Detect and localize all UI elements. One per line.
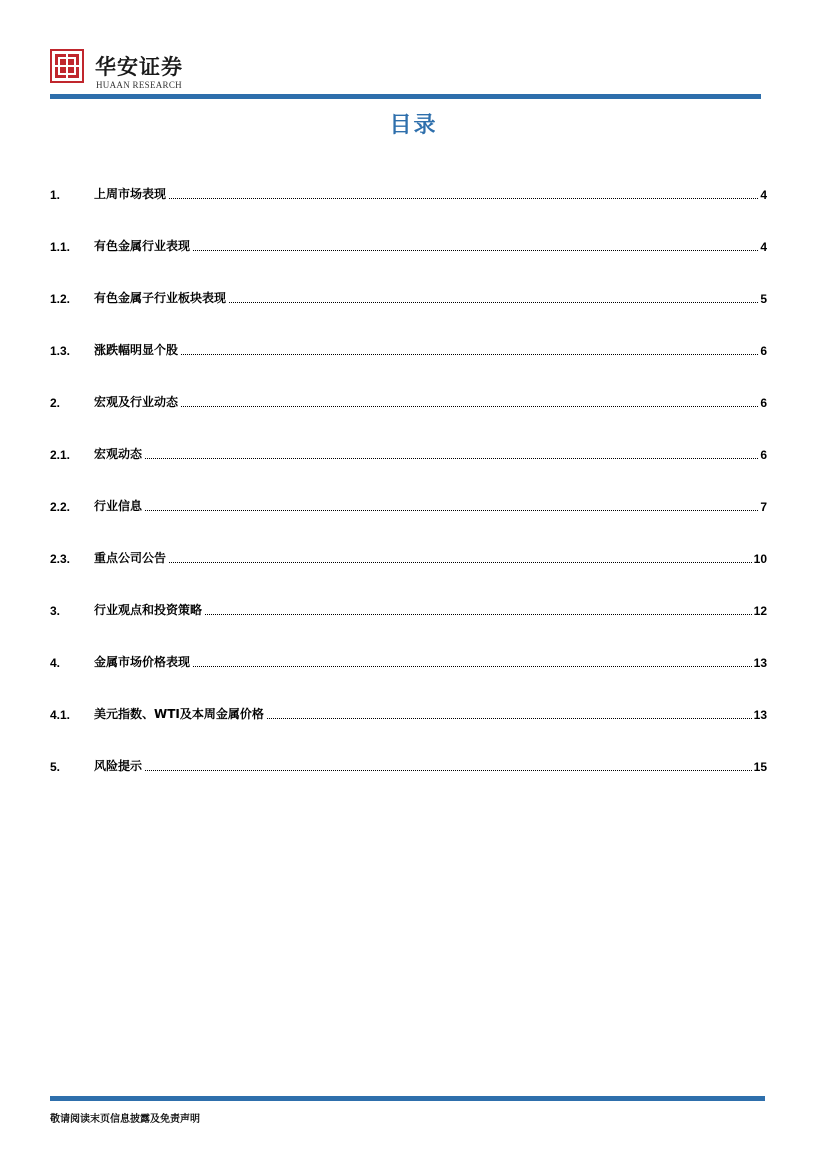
toc-dot-leader	[193, 249, 758, 251]
huaan-logo-icon	[50, 49, 84, 83]
toc-entry[interactable]	[50, 340, 767, 358]
brand-name-en: HUAAN RESEARCH	[96, 80, 182, 90]
toc-entry[interactable]	[50, 236, 767, 254]
toc-dot-leader	[169, 561, 752, 563]
toc-entry-number: 2.1.	[50, 448, 71, 462]
toc-entry[interactable]	[50, 652, 767, 670]
toc-title: 目录	[389, 113, 438, 138]
brand-name-cn: 华安证券	[95, 54, 183, 79]
toc-entry-number: 2.2.	[50, 500, 71, 514]
toc-entry-page: 13	[753, 708, 767, 722]
toc-entry-label: 宏观及行业动态	[94, 395, 179, 409]
toc-entry[interactable]	[50, 496, 767, 514]
toc-entry-page: 13	[753, 656, 767, 670]
footer-disclaimer: 敬请阅读末页信息披露及免责声明	[50, 1114, 200, 1125]
footer-divider	[50, 1096, 765, 1101]
toc-entry-label: 行业观点和投资策略	[94, 603, 203, 617]
toc-entry-page: 15	[753, 760, 767, 774]
toc-entry-number: 4.	[50, 656, 61, 670]
toc-entry[interactable]	[50, 392, 767, 410]
toc-dot-leader	[193, 665, 752, 667]
toc-entry-page: 4	[760, 240, 767, 254]
toc-entry-label: 上周市场表现	[94, 187, 167, 201]
toc-entry-page: 6	[760, 396, 767, 410]
toc-entry-label: 风险提示	[94, 759, 143, 773]
toc-entry-number: 5.	[50, 760, 61, 774]
toc-entry-label: 有色金属子行业板块表现	[94, 291, 227, 305]
toc-entry-page: 6	[760, 448, 767, 462]
toc-entry-number: 4.1.	[50, 708, 71, 722]
toc-entry[interactable]	[50, 756, 767, 774]
toc-entry-number: 2.	[50, 396, 61, 410]
toc-dot-leader	[169, 197, 758, 199]
toc-dot-leader	[181, 353, 758, 355]
toc-entry-label: 有色金属行业表现	[94, 239, 191, 253]
toc-entry-number: 1.3.	[50, 344, 71, 358]
toc-entry[interactable]	[50, 444, 767, 462]
toc-entry[interactable]	[50, 548, 767, 566]
header-divider	[50, 94, 761, 99]
toc-entry-label: 金属市场价格表现	[94, 655, 191, 669]
toc-entry-label: 涨跌幅明显个股	[94, 343, 179, 357]
toc-entry-page: 6	[760, 344, 767, 358]
toc-dot-leader	[267, 717, 752, 719]
toc-entry-number: 3.	[50, 604, 61, 618]
toc-entry-number: 1.	[50, 188, 61, 202]
toc-entry-page: 12	[753, 604, 767, 618]
toc-entry-label: 行业信息	[94, 499, 143, 513]
toc-entry[interactable]	[50, 600, 767, 618]
toc-entry-label: 美元指数、WTI及本周金属价格	[94, 707, 264, 721]
toc-entry-page: 7	[760, 500, 767, 514]
toc-dot-leader	[145, 769, 752, 771]
toc-entry-page: 4	[760, 188, 767, 202]
toc-entry[interactable]	[50, 184, 767, 202]
toc-dot-leader	[145, 509, 758, 511]
toc-entry[interactable]	[50, 704, 767, 722]
toc-dot-leader	[229, 301, 758, 303]
toc-dot-leader	[205, 613, 752, 615]
toc-entry-page: 5	[760, 292, 767, 306]
toc-dot-leader	[181, 405, 758, 407]
toc-entry-number: 2.3.	[50, 552, 71, 566]
toc-entry-label: 宏观动态	[94, 447, 143, 461]
toc-entry-number: 1.2.	[50, 292, 71, 306]
toc-entry-label: 重点公司公告	[94, 551, 167, 565]
toc-dot-leader	[145, 457, 758, 459]
toc-entry[interactable]	[50, 288, 767, 306]
toc-entry-page: 10	[753, 552, 767, 566]
toc-entry-number: 1.1.	[50, 240, 71, 254]
